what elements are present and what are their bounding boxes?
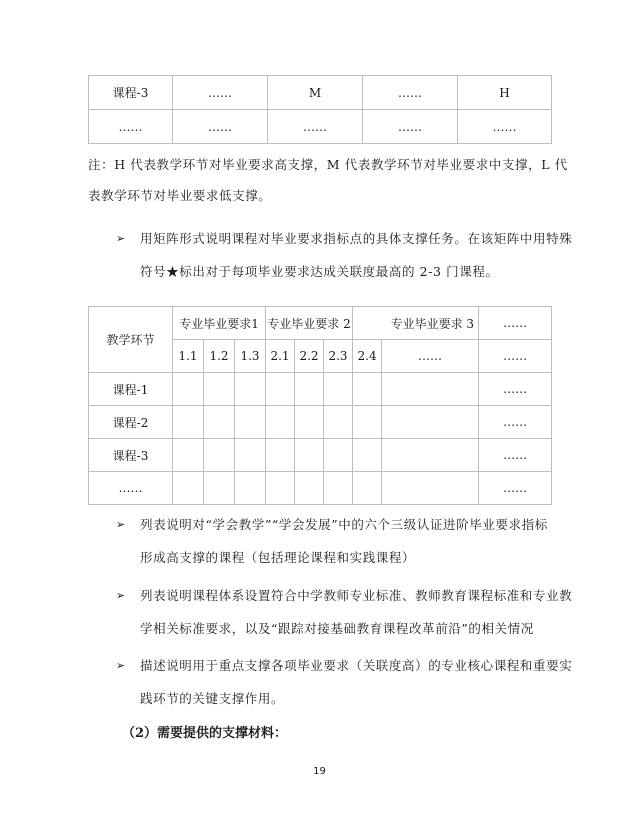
sub-header: 2.4 xyxy=(353,340,382,373)
row-label: 课程-1 xyxy=(89,373,173,406)
note-line-1: 注：H 代表教学环节对毕业要求高支撑，M 代表教学环节对毕业要求中支撑，L 代 xyxy=(88,157,568,172)
sub-header: 2.1 xyxy=(266,340,295,373)
group-header: …… xyxy=(479,307,552,340)
sub-header: 1.1 xyxy=(173,340,204,373)
table-row xyxy=(89,472,552,505)
table-row xyxy=(89,373,552,406)
table-cell: …… xyxy=(173,76,268,110)
bullet-arrow-icon: ➢ xyxy=(116,659,126,672)
table-cell: …… xyxy=(268,110,363,144)
corner-header: 教学环节 xyxy=(89,307,173,373)
table-cell: …… xyxy=(363,76,458,110)
bullet-4-line-1: 描述说明用于重点支撑各项毕业要求（关联度高）的专业核心课程和重要实 xyxy=(140,658,573,673)
table-cell: H xyxy=(458,76,552,110)
group-header: 专业毕业要求1 xyxy=(173,307,266,340)
table-row xyxy=(89,76,552,110)
bullet-2-line-1: 列表说明对“学会教学”“学会发展”中的六个三级认证进阶毕业要求指标 xyxy=(140,517,548,532)
table-cell: …… xyxy=(479,439,552,472)
row-label: …… xyxy=(89,472,173,505)
group-header: 专业毕业要求 3 xyxy=(353,307,479,340)
note-line-2: 表教学环节对毕业要求低支撑。 xyxy=(88,188,272,203)
course-support-table xyxy=(88,75,552,144)
group-header: 专业毕业要求 2 xyxy=(266,307,353,340)
table-row xyxy=(89,439,552,472)
table-cell: …… xyxy=(479,472,552,505)
section-heading: （2）需要提供的支撑材料： xyxy=(122,726,288,741)
sub-header: …… xyxy=(382,340,479,373)
sub-header: 1.3 xyxy=(235,340,266,373)
bullet-1-line-2: 符号★标出对于每项毕业要求达成关联度最高的 2-3 门课程。 xyxy=(140,264,499,279)
bullet-2-line-2: 形成高支撑的课程（包括理论课程和实践课程） xyxy=(140,550,416,565)
table-cell: …… xyxy=(363,110,458,144)
bullet-arrow-icon: ➢ xyxy=(116,589,126,602)
row-label: 课程-3 xyxy=(89,439,173,472)
table-cell: …… xyxy=(479,373,552,406)
table-cell: …… xyxy=(173,110,268,144)
table-row xyxy=(89,110,552,144)
table-cell: …… xyxy=(479,406,552,439)
row-label: 课程-2 xyxy=(89,406,173,439)
bullet-arrow-icon: ➢ xyxy=(116,232,126,245)
table-cell: 课程-3 xyxy=(89,76,173,110)
sub-header: …… xyxy=(479,340,552,373)
sub-header: 2.2 xyxy=(295,340,324,373)
bullet-3-line-2: 学相关标准要求，以及“跟踪对接基础教育课程改革前沿”的相关情况 xyxy=(140,621,534,636)
bullet-4-line-2: 践环节的关键支撑作用。 xyxy=(140,691,285,706)
bullet-3-line-1: 列表说明课程体系设置符合中学教师专业标准、教师教育课程标准和专业教 xyxy=(140,588,573,603)
table-row xyxy=(89,406,552,439)
sub-header: 1.2 xyxy=(204,340,235,373)
page-number: 19 xyxy=(313,766,326,777)
table-cell: …… xyxy=(458,110,552,144)
sub-header: 2.3 xyxy=(324,340,353,373)
bullet-1-line-1: 用矩阵形式说明课程对毕业要求指标点的具体支撑任务。在该矩阵中用特殊 xyxy=(140,231,573,246)
requirement-matrix-table xyxy=(88,306,552,505)
table-cell: M xyxy=(268,76,363,110)
table-cell: …… xyxy=(89,110,173,144)
table-header-row xyxy=(89,307,552,340)
bullet-arrow-icon: ➢ xyxy=(116,518,126,531)
